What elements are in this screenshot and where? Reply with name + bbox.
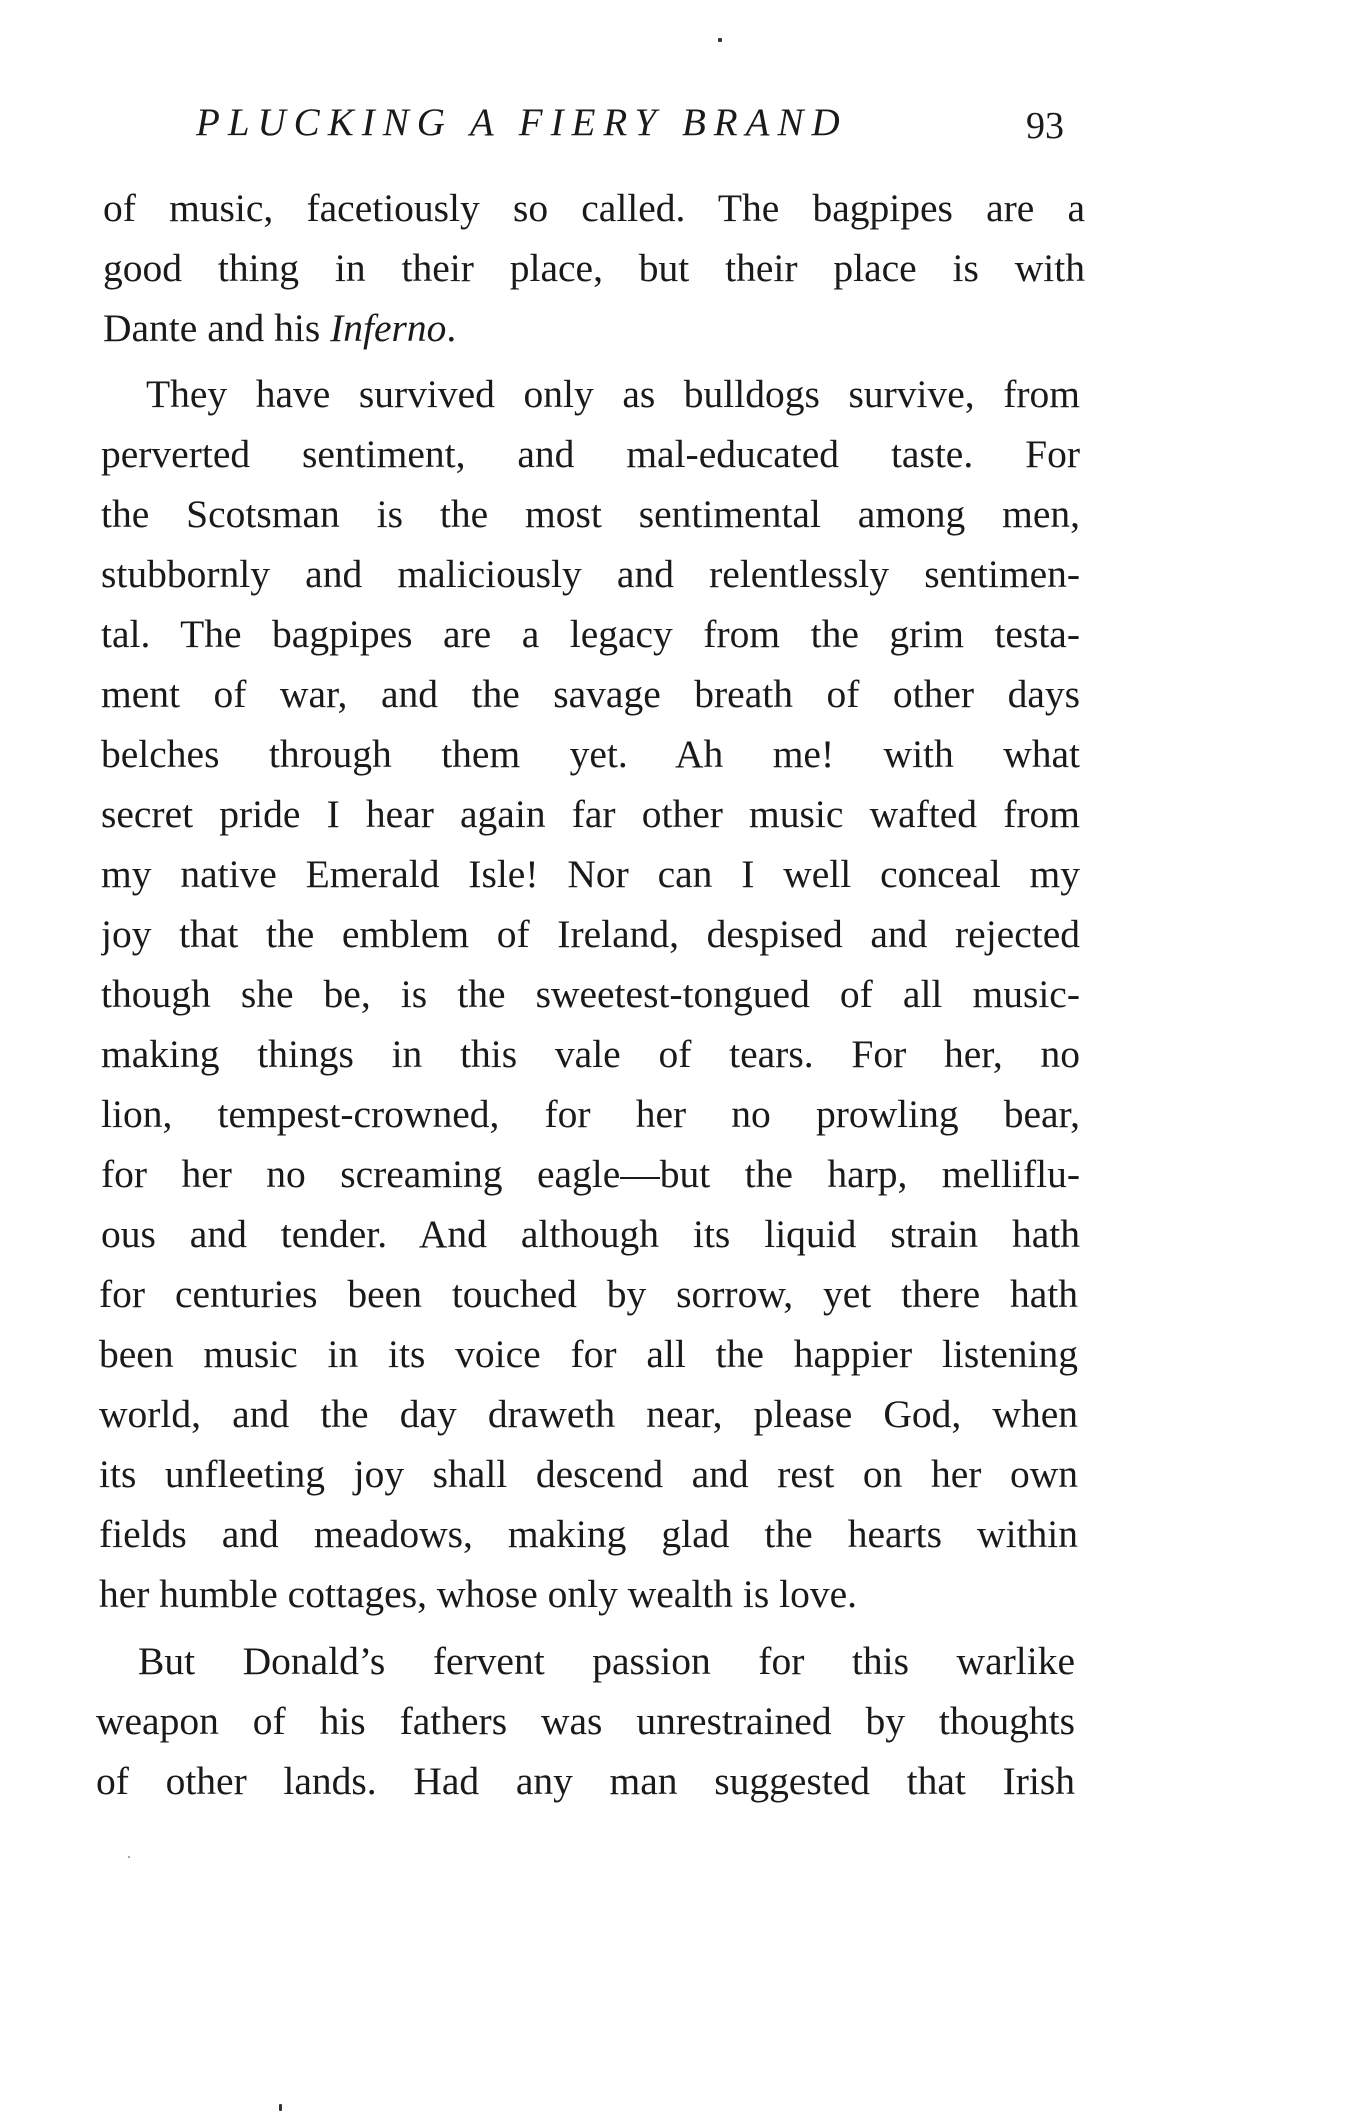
text-line: my native Emerald Isle! Nor can I well conceal my <box>101 852 1080 896</box>
text-line: though she be, is the sweetest-tongued of all music- <box>101 972 1080 1016</box>
text-line: for centuries been touched by sorrow, yet there hath <box>99 1272 1078 1316</box>
text-line: stubbornly and maliciously and relentlessly sentimen- <box>101 552 1080 596</box>
text-line: its unfleeting joy shall descend and rest on her own <box>99 1452 1078 1496</box>
text-line: joy that the emblem of Ireland, despised and rejected <box>101 912 1080 956</box>
scan-speck-margin <box>128 1856 130 1858</box>
text-line: lion, tempest-crowned, for her no prowling bear, <box>101 1092 1080 1136</box>
text-line: making things in this vale of tears. For her, no <box>101 1032 1080 1076</box>
text-line: They have survived only as bulldogs survive, from <box>146 372 1080 416</box>
text-line: belches through them yet. Ah me! with what <box>101 732 1080 776</box>
text-line: perverted sentiment, and mal-educated taste. For <box>101 432 1080 476</box>
book-title-inferno: Inferno <box>330 306 447 350</box>
page-number: 93 <box>1026 105 1064 147</box>
text-line: of music, facetiously so called. The bagpipes are a <box>103 186 1085 230</box>
text-line: ous and tender. And although its liquid strain hath <box>101 1212 1080 1256</box>
text-line: her humble cottages, whose only wealth is love. <box>99 1572 858 1616</box>
text-line: been music in its voice for all the happier listening <box>99 1332 1078 1376</box>
text-line: Dante and his Inferno. <box>103 306 457 350</box>
text-line: fields and meadows, making glad the hearts within <box>99 1512 1078 1556</box>
text-line: the Scotsman is the most sentimental among men, <box>101 492 1080 536</box>
text-line: good thing in their place, but their place is with <box>103 246 1085 290</box>
running-title: PLUCKING A FIERY BRAND <box>196 101 848 144</box>
text-line: But Donald’s fervent passion for this warlike <box>138 1639 1075 1683</box>
text-line: weapon of his fathers was unrestrained by thoughts <box>96 1699 1075 1743</box>
text-line: world, and the day draweth near, please God, when <box>99 1392 1078 1436</box>
text-line: of other lands. Had any man suggested that Irish <box>96 1759 1075 1803</box>
text-line: secret pride I hear again far other music wafted from <box>101 792 1080 836</box>
text-line: for her no screaming eagle—but the harp, melliflu- <box>101 1152 1080 1196</box>
text-line: ment of war, and the savage breath of other days <box>101 672 1080 716</box>
scan-speck-bottom <box>279 2104 282 2111</box>
text-line: tal. The bagpipes are a legacy from the grim testa- <box>101 612 1080 656</box>
